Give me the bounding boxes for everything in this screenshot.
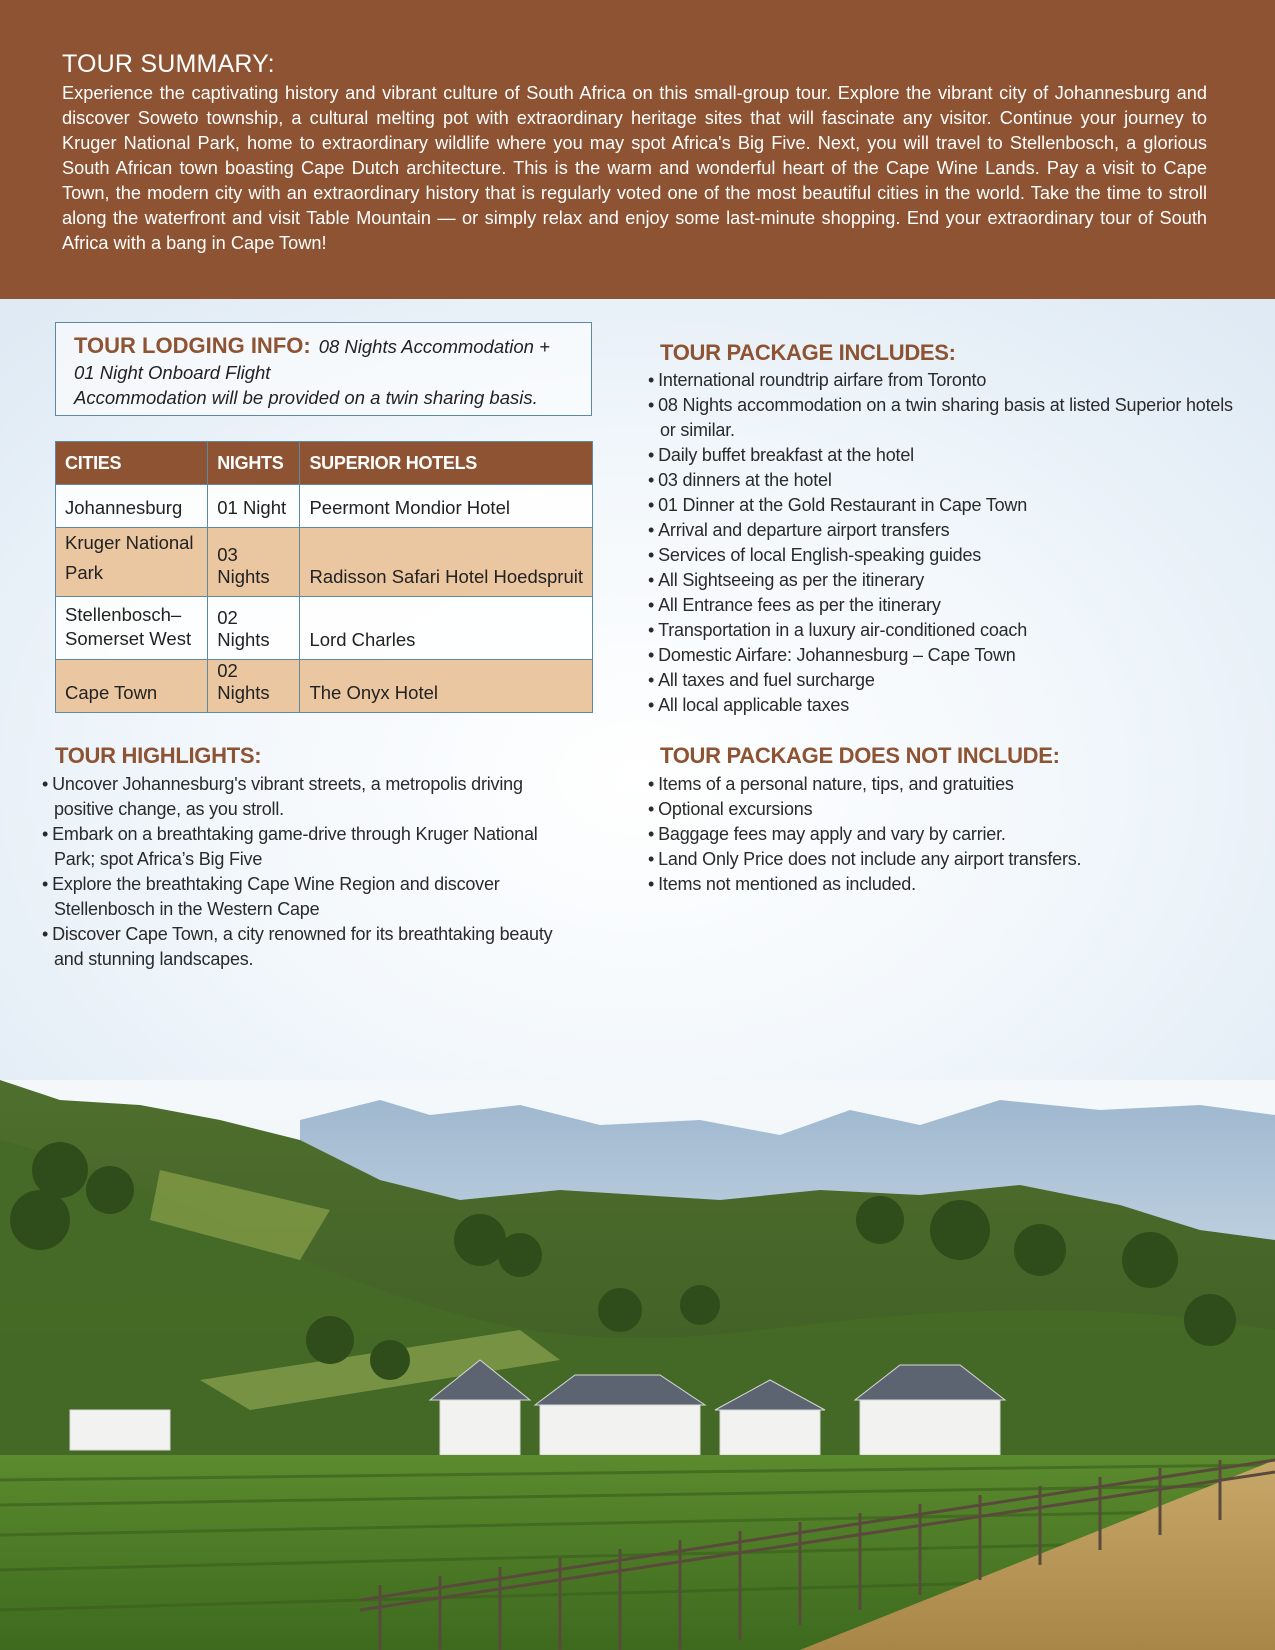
cell-nights: 01 Night — [208, 485, 300, 528]
cell-city: Johannesburg — [56, 485, 208, 528]
list-item: • Transportation in a luxury air-conditioned coach — [646, 618, 1236, 643]
table-header-row — [56, 442, 593, 485]
cell-nights: 02 Nights — [208, 597, 300, 660]
hotels-table — [55, 441, 593, 713]
excludes-list — [646, 772, 1236, 897]
list-item: • Daily buffet breakfast at the hotel — [646, 443, 1236, 468]
list-item: • Items not mentioned as included. — [646, 872, 1236, 897]
lodging-line-2: 01 Night Onboard Flight — [74, 362, 271, 383]
list-item: • Baggage fees may apply and vary by carrier. — [646, 822, 1236, 847]
list-item: • Discover Cape Town, a city renowned for its breathtaking beauty and stunning landscapes. — [40, 922, 560, 972]
summary-text: Experience the captivating history and vibrant culture of South Africa on this small-group tour. Explore the vibrant city of Johannesburg and discover Soweto township, a cultural melting pot with extraordinary heritage sites that will fascinate any visitor. Continue your journey to Kruger National Park, home to extraordinary wildlife where you may spot Africa's Big Five. Next, you will travel to Stellenbosch, a glorious South African town boasting Cape Dutch architecture. This is the warm and wonderful heart of the Cape Wine Lands. Pay a visit to Cape Town, the modern city with an extraordinary history that is regularly voted one of the most beautiful cities in the world. Take the time to stroll along the waterfront and visit Table Mountain — or simply relax and enjoy some last-minute shopping. End your extraordinary tour of South Africa with a bang in Cape Town! — [62, 83, 1207, 253]
summary-title: TOUR SUMMARY: — [62, 50, 275, 78]
cell-city: Cape Town — [56, 660, 208, 713]
includes-list — [646, 368, 1236, 718]
lodging-line-3: Accommodation will be provided on a twin sharing basis. — [74, 387, 538, 408]
winelands-landscape-photo — [0, 1080, 1275, 1650]
list-item: • Uncover Johannesburg's vibrant streets, a metropolis driving positive change, as you stroll. — [40, 772, 560, 822]
list-item: • All Sightseeing as per the itinerary — [646, 568, 1236, 593]
includes-heading: TOUR PACKAGE INCLUDES: — [660, 340, 956, 365]
highlights-list — [40, 772, 560, 972]
list-item: • 03 dinners at the hotel — [646, 468, 1236, 493]
table-row — [56, 528, 593, 597]
list-item: • 08 Nights accommodation on a twin sharing basis at listed Superior hotels or similar. — [646, 393, 1236, 443]
table-row — [56, 660, 593, 713]
landscape-illustration — [0, 1080, 1275, 1650]
list-item: • Arrival and departure airport transfers — [646, 518, 1236, 543]
cell-hotel: Lord Charles — [300, 597, 593, 660]
cell-city: Stellenbosch– Somerset West — [56, 597, 208, 660]
list-item: • All taxes and fuel surcharge — [646, 668, 1236, 693]
header-nights: NIGHTS — [208, 442, 300, 485]
lodging-detail: 08 Nights Accommodation + — [318, 336, 550, 357]
cell-city: Kruger National Park — [56, 528, 208, 597]
cell-nights: 02 Nights — [208, 660, 300, 713]
list-item: • Domestic Airfare: Johannesburg – Cape Town — [646, 643, 1236, 668]
list-item: • Explore the breathtaking Cape Wine Region and discover Stellenbosch in the Western Cape — [40, 872, 560, 922]
lodging-info-box — [55, 322, 592, 416]
cell-hotel: Peermont Mondior Hotel — [300, 485, 593, 528]
summary-band — [0, 0, 1275, 299]
cell-nights: 03 Nights — [208, 528, 300, 597]
list-item: • All local applicable taxes — [646, 693, 1236, 718]
list-item: • Items of a personal nature, tips, and gratuities — [646, 772, 1236, 797]
highlights-heading: TOUR HIGHLIGHTS: — [55, 743, 262, 768]
list-item: • International roundtrip airfare from Toronto — [646, 368, 1236, 393]
header-cities: CITIES — [56, 442, 208, 485]
table-row — [56, 597, 593, 660]
list-item: • 01 Dinner at the Gold Restaurant in Cape Town — [646, 493, 1236, 518]
cell-hotel: Radisson Safari Hotel Hoedspruit — [300, 528, 593, 597]
excludes-heading: TOUR PACKAGE DOES NOT INCLUDE: — [660, 743, 1060, 768]
list-item: • Land Only Price does not include any airport transfers. — [646, 847, 1236, 872]
header-hotels: SUPERIOR HOTELS — [300, 442, 593, 485]
table-row — [56, 485, 593, 528]
list-item: • Optional excursions — [646, 797, 1236, 822]
cell-hotel: The Onyx Hotel — [300, 660, 593, 713]
lodging-heading: TOUR LODGING INFO: — [74, 333, 311, 358]
list-item: • Services of local English-speaking guides — [646, 543, 1236, 568]
lodging-line-1 — [74, 333, 550, 359]
list-item: • Embark on a breathtaking game-drive through Kruger National Park; spot Africa’s Big Five — [40, 822, 560, 872]
list-item: • All Entrance fees as per the itinerary — [646, 593, 1236, 618]
